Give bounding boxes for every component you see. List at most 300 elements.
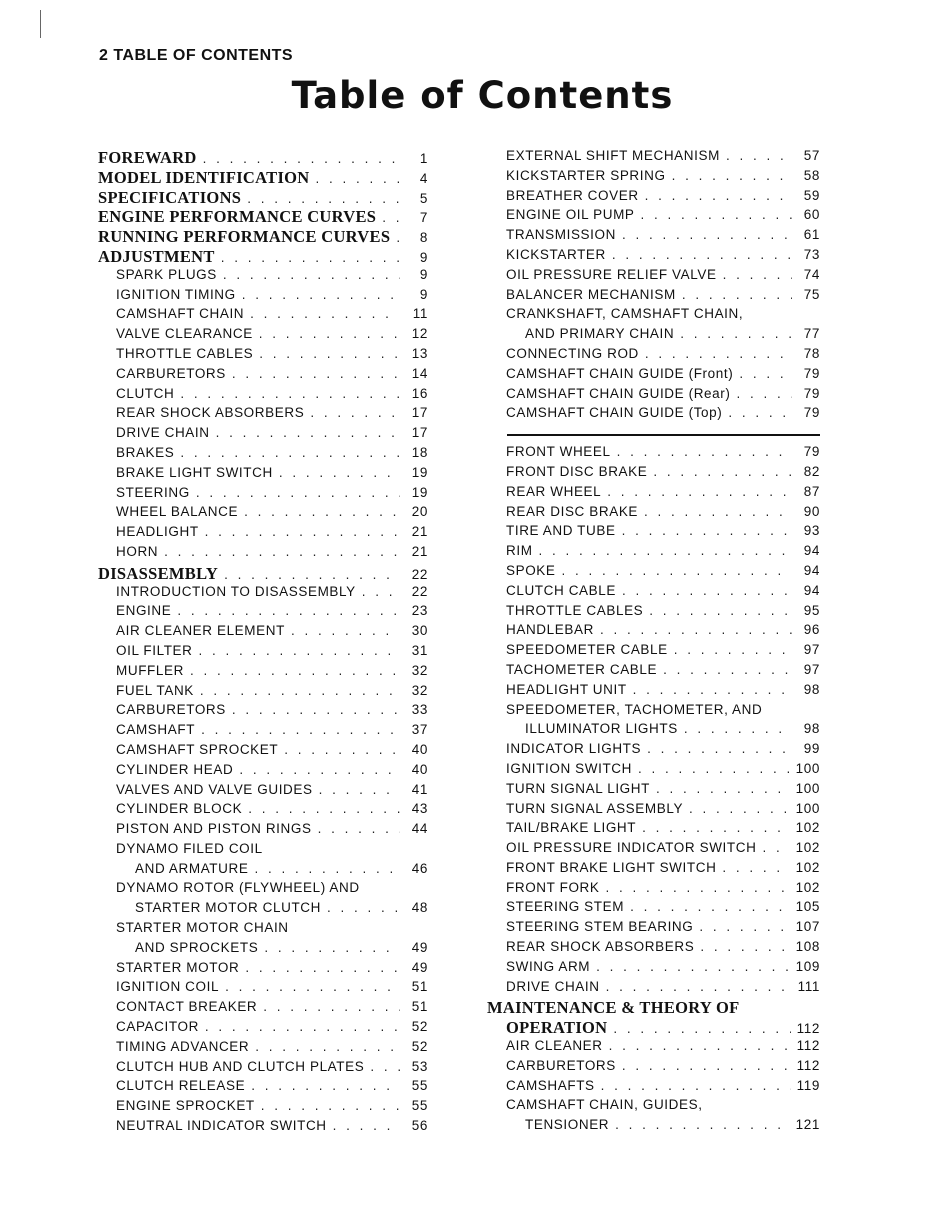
toc-entry-page: 37: [411, 722, 428, 738]
toc-entry-page: 53: [411, 1058, 428, 1074]
dot-leader: [190, 663, 400, 678]
dot-leader: [164, 544, 400, 559]
dot-leader: [232, 366, 400, 381]
toc-entry-label: KICKSTARTER: [506, 246, 606, 262]
toc-entry-page: 75: [803, 286, 820, 302]
toc-entry: [487, 781, 820, 801]
dot-leader: [722, 860, 789, 875]
toc-entry-label: CAMSHAFT CHAIN GUIDE (Rear): [506, 385, 731, 401]
toc-entry-label: AIR CLEANER ELEMENT: [116, 623, 285, 639]
toc-entry: [487, 267, 820, 287]
toc-entry: [98, 346, 428, 366]
toc-entry: [487, 1117, 820, 1137]
toc-entry-page: 102: [795, 820, 820, 836]
toc-entry-page: 41: [411, 781, 428, 797]
toc-entry: [487, 444, 820, 464]
dot-leader: [254, 861, 400, 876]
toc-entry-page: 21: [411, 524, 428, 540]
toc-entry: [98, 148, 428, 168]
margin-mark: [40, 10, 41, 38]
toc-entry-page: 31: [411, 642, 428, 658]
toc-entry-label: TRANSMISSION: [506, 227, 616, 243]
toc-entry-page: 43: [411, 801, 428, 817]
toc-entry: [487, 721, 820, 741]
toc-entry: [98, 683, 428, 703]
dot-leader: [633, 682, 792, 697]
toc-entry-page: 73: [803, 246, 820, 262]
toc-entry: [487, 563, 820, 583]
toc-entry-label: DRIVE CHAIN: [506, 978, 600, 994]
dot-leader: [180, 386, 400, 401]
toc-entry-label: RUNNING PERFORMANCE CURVES: [98, 227, 391, 247]
toc-entry-page: 121: [795, 1117, 820, 1133]
toc-entry-label: OIL PRESSURE INDICATOR SWITCH: [506, 840, 757, 856]
toc-entry-label: CLUTCH HUB AND CLUTCH PLATES: [116, 1058, 365, 1074]
dot-leader: [251, 1078, 400, 1093]
toc-entry-page: 96: [803, 622, 820, 638]
toc-entry: [98, 267, 428, 287]
toc-entry: [98, 821, 428, 841]
toc-entry-label: CAMSHAFTS: [506, 1077, 595, 1093]
toc-entry-label: CLUTCH CABLE: [506, 582, 616, 598]
toc-entry-page: 102: [795, 879, 820, 895]
toc-entry: [98, 168, 428, 188]
dot-leader: [232, 702, 400, 717]
toc-entry-page: 16: [411, 385, 428, 401]
toc-entry-page: 60: [803, 207, 820, 223]
toc-entry-label: DRIVE CHAIN: [116, 425, 210, 441]
dot-leader: [196, 485, 400, 500]
dot-leader: [177, 603, 400, 618]
toc-entry-label: SWING ARM: [506, 958, 591, 974]
dot-leader: [736, 386, 792, 401]
toc-entry-page: 8: [419, 230, 428, 246]
toc-entry: [487, 741, 820, 761]
toc-entry-page: 93: [803, 523, 820, 539]
toc-entry: [487, 188, 820, 208]
dot-leader: [396, 230, 400, 245]
toc-entry-label: THROTTLE CABLES: [506, 602, 644, 618]
dot-leader: [221, 250, 400, 265]
toc-entry-page: 105: [795, 899, 820, 915]
toc-entry-label: STEERING: [116, 484, 190, 500]
toc-entry-page: 94: [803, 562, 820, 578]
toc-entry-label: CAMSHAFT CHAIN: [116, 306, 245, 322]
toc-entry-label: OIL FILTER: [116, 642, 193, 658]
dot-leader: [205, 524, 400, 539]
toc-entry: [98, 603, 428, 623]
dot-leader: [762, 840, 789, 855]
dot-leader: [606, 979, 792, 994]
dot-leader: [645, 188, 792, 203]
toc-entry-label: SPEEDOMETER, TACHOMETER, AND: [506, 701, 763, 717]
toc-entry: [487, 959, 820, 979]
toc-entry: [487, 840, 820, 860]
toc-entry-label: VALVE CLEARANCE: [116, 326, 253, 342]
toc-entry: [487, 366, 820, 386]
toc-entry-page: 46: [411, 860, 428, 876]
dot-leader: [622, 583, 792, 598]
toc-entry-page: 100: [795, 800, 820, 816]
toc-entry-page: 79: [803, 385, 820, 401]
toc-entry: [98, 584, 428, 604]
dot-leader: [263, 999, 400, 1014]
toc-entry-page: 40: [411, 761, 428, 777]
dot-leader: [205, 1019, 400, 1034]
toc-entry-label: PISTON AND PISTON RINGS: [116, 821, 312, 837]
toc-entry-label: REAR SHOCK ABSORBERS: [116, 405, 305, 421]
toc-entry-label: CARBURETORS: [506, 1057, 616, 1073]
dot-leader: [199, 643, 400, 658]
toc-entry-label: EXTERNAL SHIFT MECHANISM: [506, 148, 720, 163]
dot-leader: [244, 504, 400, 519]
dot-leader: [259, 326, 400, 341]
toc-entry-page: 48: [411, 900, 428, 916]
dot-leader: [641, 207, 792, 222]
toc-entry-page: 79: [803, 444, 820, 460]
toc-entry: [98, 663, 428, 683]
toc-entry-label: FRONT BRAKE LIGHT SWITCH: [506, 859, 717, 875]
toc-entry-label: VALVES AND VALVE GUIDES: [116, 781, 313, 797]
toc-entry-page: 94: [803, 582, 820, 598]
toc-entry-page: 109: [795, 958, 820, 974]
toc-entry-page: 58: [803, 167, 820, 183]
toc-entry: [487, 919, 820, 939]
toc-entry-page: 55: [411, 1098, 428, 1114]
toc-entry-label: MUFFLER: [116, 662, 184, 678]
dot-leader: [622, 1058, 791, 1073]
dot-leader: [562, 563, 792, 578]
dot-leader: [645, 346, 792, 361]
dot-leader: [264, 940, 400, 955]
toc-entry-page: 13: [411, 345, 428, 361]
toc-entry-label: CARBURETORS: [116, 365, 226, 381]
toc-entry-label: NEUTRAL INDICATOR SWITCH: [116, 1118, 327, 1134]
toc-entry: [98, 326, 428, 346]
dot-leader: [607, 484, 792, 499]
toc-entry-label: WHEEL BALANCE: [116, 504, 239, 520]
toc-entry-label: IGNITION TIMING: [116, 286, 236, 302]
toc-entry-label: MAINTENANCE & THEORY OF: [487, 998, 740, 1018]
toc-entry: [98, 465, 428, 485]
toc-entry-label: DYNAMO ROTOR (FLYWHEEL) AND: [116, 880, 360, 896]
toc-entry: [487, 543, 820, 563]
toc-entry: [487, 484, 820, 504]
toc-entry-page: 112: [796, 1057, 820, 1073]
toc-entry-page: 108: [795, 939, 820, 955]
dot-leader: [370, 1059, 400, 1074]
toc-entry-label: CARBURETORS: [116, 702, 226, 718]
toc-entry: [98, 999, 428, 1019]
toc-entry: [98, 1118, 428, 1138]
toc-entry-label: BRAKES: [116, 444, 175, 460]
dot-leader: [647, 741, 792, 756]
dot-leader: [224, 567, 400, 582]
toc-entry-label: INTRODUCTION TO DISASSEMBLY: [116, 583, 356, 599]
dot-leader: [630, 899, 790, 914]
dot-leader: [223, 267, 400, 282]
toc-entry: [487, 405, 820, 425]
toc-entry-page: 55: [411, 1078, 428, 1094]
toc-entry-label: FOREWARD: [98, 148, 197, 167]
toc-entry: [487, 1018, 820, 1038]
toc-entry-label: CLUTCH RELEASE: [116, 1078, 246, 1094]
toc-entry: [487, 662, 820, 682]
toc-entry: [98, 504, 428, 524]
dot-leader: [689, 801, 790, 816]
toc-entry-page: 52: [411, 1019, 428, 1035]
toc-entry-page: 9: [419, 266, 428, 282]
toc-entry: [98, 940, 428, 960]
toc-entry-page: 33: [411, 702, 428, 718]
toc-entry-page: 79: [803, 405, 820, 421]
toc-entry-page: 23: [411, 603, 428, 619]
toc-entry-page: 119: [796, 1077, 820, 1093]
toc-entry-page: 98: [803, 681, 820, 697]
dot-leader: [723, 267, 792, 282]
toc-entry: [98, 782, 428, 802]
toc-entry: [98, 386, 428, 406]
toc-entry-label: BRAKE LIGHT SWITCH: [116, 464, 273, 480]
dot-leader: [728, 405, 792, 420]
toc-entry: [98, 544, 428, 564]
dot-leader: [291, 623, 400, 638]
toc-entry-label: AND SPROCKETS: [135, 939, 259, 955]
dot-leader: [684, 721, 792, 736]
toc-entry-label: THROTTLE CABLES: [116, 345, 254, 361]
dot-leader: [600, 622, 792, 637]
toc-entry-label: CLUTCH: [116, 385, 175, 401]
toc-entry-label: CAMSHAFT CHAIN, GUIDES,: [506, 1097, 703, 1113]
toc-entry-label: ADJUSTMENT: [98, 246, 215, 266]
toc-entry: [98, 247, 428, 267]
toc-entry: [98, 425, 428, 445]
toc-entry-label: HEADLIGHT: [116, 524, 199, 540]
toc-entry-label: MODEL IDENTIFICATION: [98, 167, 310, 187]
dot-leader: [609, 1038, 791, 1053]
toc-entry: [98, 227, 428, 247]
toc-entry-label: TACHOMETER CABLE: [506, 661, 658, 677]
toc-entry-page: 112: [796, 1038, 820, 1054]
toc-entry-page: 78: [803, 345, 820, 361]
toc-entry-page: 87: [803, 483, 820, 499]
toc-entry-label: STEERING STEM: [506, 899, 625, 915]
dot-leader: [200, 683, 400, 698]
toc-entry-page: 9: [419, 249, 428, 265]
toc-entry-page: 90: [803, 503, 820, 519]
dot-leader: [644, 504, 792, 519]
toc-entry-page: 99: [803, 741, 820, 757]
toc-entry: [487, 603, 820, 623]
dot-leader: [672, 168, 792, 183]
dot-leader: [615, 1117, 790, 1132]
page-title: Table of Contents: [291, 74, 674, 117]
toc-entry-page: 32: [411, 682, 428, 698]
toc-entry: [487, 880, 820, 900]
toc-entry: [98, 900, 428, 920]
dot-leader: [680, 326, 792, 341]
toc-entry-page: 17: [411, 425, 428, 441]
toc-entry: [98, 1019, 428, 1039]
toc-entry: [98, 801, 428, 821]
toc-entry-label: RIM: [506, 543, 533, 559]
toc-entry-page: 51: [411, 999, 428, 1015]
toc-entry-label: OPERATION: [506, 1018, 608, 1038]
toc-entry-page: 44: [411, 821, 428, 837]
toc-entry-page: 19: [411, 484, 428, 500]
toc-entry: [98, 960, 428, 980]
toc-entry-label: CYLINDER BLOCK: [116, 801, 243, 817]
toc-entry-label: CAMSHAFT: [116, 722, 196, 738]
toc-entry-label: SPEEDOMETER CABLE: [506, 642, 668, 658]
toc-entry-page: 112: [796, 1021, 820, 1037]
toc-entry-page: 107: [795, 919, 820, 935]
toc-entry-page: 94: [803, 543, 820, 559]
toc-entry: [487, 1097, 820, 1117]
dot-leader: [242, 287, 400, 302]
toc-entry-label: HEADLIGHT UNIT: [506, 681, 627, 697]
toc-entry: [98, 405, 428, 425]
toc-entry: [98, 524, 428, 544]
toc-entry-page: 1: [419, 151, 428, 166]
toc-entry-page: 111: [797, 978, 820, 994]
toc-entry: [487, 939, 820, 959]
toc-entry-page: 77: [803, 326, 820, 342]
dot-leader: [617, 444, 792, 459]
toc-entry-page: 5: [419, 190, 428, 206]
toc-entry: [487, 523, 820, 543]
toc-entry: [98, 1039, 428, 1059]
toc-entry: [487, 860, 820, 880]
toc-entry-page: 40: [411, 741, 428, 757]
toc-entry: [98, 1078, 428, 1098]
toc-entry-label: STEERING STEM BEARING: [506, 919, 694, 935]
toc-entry-label: INDICATOR LIGHTS: [506, 741, 642, 757]
dot-leader: [239, 762, 400, 777]
toc-entry-page: 74: [803, 266, 820, 282]
toc-entry-label: CONNECTING ROD: [506, 345, 639, 361]
toc-entry-label: DYNAMO FILED COIL: [116, 840, 263, 856]
dot-leader: [653, 464, 792, 479]
dot-leader: [699, 919, 789, 934]
toc-entry-label: CAMSHAFT CHAIN GUIDE (Top): [506, 405, 723, 421]
toc-entry-label: OIL PRESSURE RELIEF VALVE: [506, 266, 717, 282]
toc-entry-label: DISASSEMBLY: [98, 563, 219, 583]
toc-entry-label: HANDLEBAR: [506, 622, 594, 638]
toc-entry: [487, 998, 820, 1018]
toc-entry-page: 21: [411, 543, 428, 559]
toc-entry-label: SPOKE: [506, 562, 556, 578]
toc-entry-page: 97: [803, 661, 820, 677]
page-header: 2 TABLE OF CONTENTS: [99, 47, 294, 64]
toc-right-top: [487, 148, 820, 425]
dot-leader: [216, 425, 400, 440]
toc-entry: [98, 564, 428, 584]
dot-leader: [333, 1118, 400, 1133]
toc-entry-page: 18: [411, 444, 428, 460]
toc-entry-page: 14: [411, 365, 428, 381]
toc-entry: [487, 326, 820, 346]
toc-entry-page: 59: [803, 187, 820, 203]
toc-entry: [98, 1059, 428, 1079]
toc-entry-label: FRONT DISC BRAKE: [506, 463, 648, 479]
toc-entry-page: 22: [411, 583, 428, 599]
toc-entry: [487, 801, 820, 821]
toc-entry-page: 12: [411, 326, 428, 342]
dot-leader: [180, 445, 400, 460]
dot-leader: [726, 148, 792, 163]
toc-entry: [487, 207, 820, 227]
toc-entry: [487, 346, 820, 366]
toc-entry: [98, 880, 428, 900]
toc-entry-label: REAR DISC BRAKE: [506, 503, 639, 519]
toc-entry-label: FRONT FORK: [506, 879, 600, 895]
toc-entry-label: FRONT WHEEL: [506, 444, 611, 460]
toc-entry-label: TIMING ADVANCER: [116, 1038, 250, 1054]
toc-entry: [98, 1098, 428, 1118]
toc-entry: [98, 643, 428, 663]
toc-left-column: [98, 148, 428, 1138]
toc-entry-page: 7: [419, 210, 428, 226]
dot-leader: [612, 247, 792, 262]
toc-entry: [487, 761, 820, 781]
toc-entry-label: FUEL TANK: [116, 682, 194, 698]
toc-entry-page: 17: [411, 405, 428, 421]
toc-entry-label: TIRE AND TUBE: [506, 523, 616, 539]
toc-entry-label: SPARK PLUGS: [116, 266, 217, 282]
toc-entry: [487, 168, 820, 188]
toc-entry-label: CRANKSHAFT, CAMSHAFT CHAIN,: [506, 306, 744, 322]
toc-entry-label: CONTACT BREAKER: [116, 999, 258, 1015]
dot-leader: [382, 210, 400, 225]
toc-entry: [98, 702, 428, 722]
toc-entry-page: 98: [803, 721, 820, 737]
toc-entry: [98, 188, 428, 208]
toc-entry-label: SPECIFICATIONS: [98, 187, 242, 207]
toc-entry: [98, 623, 428, 643]
toc-entry-page: 4: [419, 170, 428, 186]
dot-leader: [700, 939, 789, 954]
toc-entry: [487, 622, 820, 642]
toc-entry-page: 11: [412, 306, 428, 322]
toc-entry: [487, 247, 820, 267]
toc-entry: [487, 504, 820, 524]
dot-leader: [248, 801, 400, 816]
toc-entry: [487, 1078, 820, 1098]
toc-entry-label: STARTER MOTOR CLUTCH: [135, 900, 322, 916]
toc-entry: [98, 366, 428, 386]
dot-leader: [682, 287, 792, 302]
toc-entry: [98, 920, 428, 940]
toc-entry: [98, 207, 428, 227]
toc-entry-page: 82: [803, 463, 820, 479]
toc-entry-label: CAPACITOR: [116, 1019, 199, 1035]
dot-leader: [261, 1098, 400, 1113]
toc-entry: [487, 702, 820, 722]
toc-entry-page: 61: [803, 227, 820, 243]
toc-entry-page: 19: [411, 464, 428, 480]
dot-leader: [649, 603, 792, 618]
toc-entry-label: TAIL/BRAKE LIGHT: [506, 820, 637, 836]
toc-entry-label: AIR CLEANER: [506, 1038, 603, 1054]
toc-entry-label: KICKSTARTER SPRING: [506, 167, 666, 183]
toc-entry: [487, 1038, 820, 1058]
dot-leader: [606, 880, 790, 895]
toc-entry: [487, 464, 820, 484]
dot-leader: [245, 960, 400, 975]
toc-right-column: [487, 148, 820, 1137]
toc-entry-label: AND ARMATURE: [135, 860, 249, 876]
